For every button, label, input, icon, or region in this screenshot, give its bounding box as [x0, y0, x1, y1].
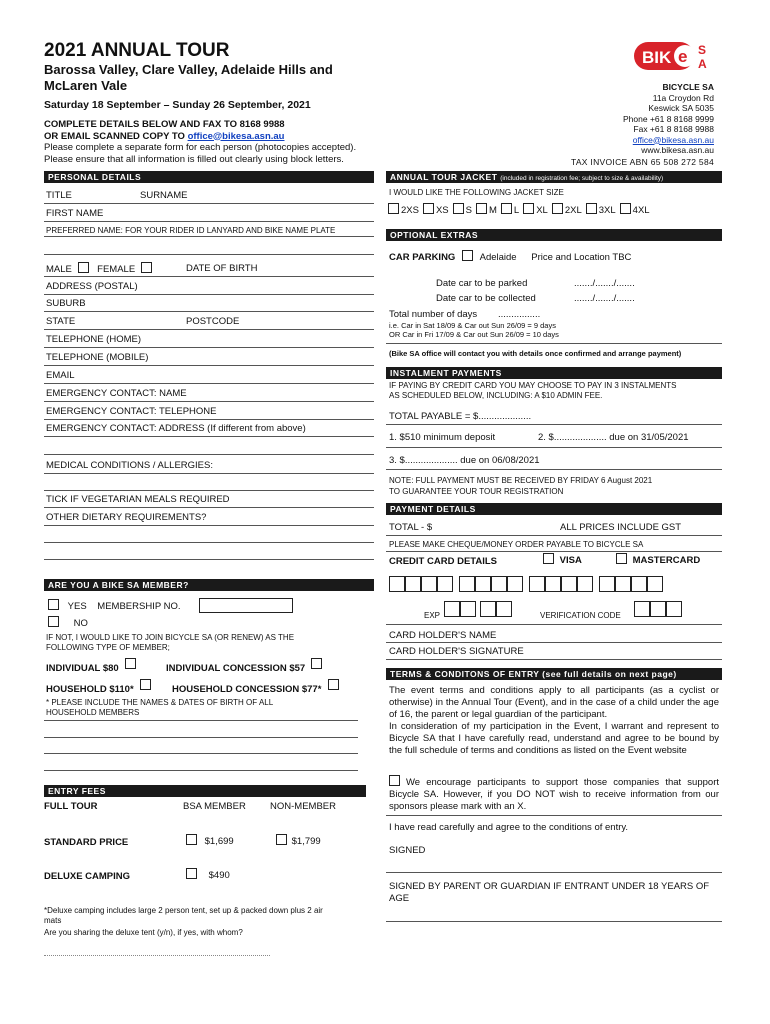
adelaide-label: Adelaide	[479, 252, 517, 263]
card-divider	[386, 624, 722, 625]
male-checkbox[interactable]	[78, 262, 89, 273]
jacket-size-checkbox[interactable]	[476, 203, 487, 214]
household-note-line2: HOUSEHOLD MEMBERS	[46, 708, 140, 717]
parking-example-line1: i.e. Car in Sat 18/09 & Car out Sun 26/09 = 9 days	[389, 321, 556, 330]
card-digit-box[interactable]	[437, 576, 453, 592]
jacket-size-label: S	[465, 205, 472, 216]
card-digit-box[interactable]	[561, 576, 577, 592]
parking-example	[389, 321, 559, 339]
mastercard-checkbox[interactable]	[616, 553, 627, 564]
non-member-header: NON-MEMBER	[270, 801, 336, 812]
jacket-size-label: L	[513, 205, 520, 216]
verification-input[interactable]	[634, 601, 682, 617]
dietary-field-1[interactable]	[44, 542, 374, 543]
tour-locations	[44, 62, 333, 94]
parked-label: Date car to be parked	[436, 278, 528, 289]
medical-field[interactable]	[44, 490, 374, 491]
preferred-name-divider	[44, 236, 374, 237]
mastercard-label: MASTERCARD	[632, 555, 701, 566]
page-title: 2021 ANNUAL TOUR	[44, 40, 230, 61]
member-yes-label: YES	[67, 601, 87, 612]
parent-signature-field[interactable]	[386, 921, 722, 922]
jacket-size-option	[423, 203, 449, 216]
jacket-size-checkbox[interactable]	[453, 203, 464, 214]
collected-date-field[interactable]: ......./......./.......	[574, 293, 635, 304]
emergency-name-field[interactable]	[44, 401, 374, 402]
visa-checkbox[interactable]	[543, 553, 554, 564]
join-instruction	[46, 633, 294, 653]
household-option	[46, 679, 151, 695]
household-note-line1: * PLEASE INCLUDE THE NAMES & DATES OF BIRTH OF ALL	[46, 698, 274, 707]
tel-home-label: TELEPHONE (HOME)	[46, 334, 142, 345]
car-parking-row	[389, 250, 631, 263]
deluxe-camping-label: DELUXE CAMPING	[44, 871, 131, 882]
deluxe-note-line1: *Deluxe camping includes large 2 person tent, set up & packed down plus 2 air	[44, 906, 323, 915]
jacket-size-option	[476, 203, 497, 216]
emergency-address-label: EMERGENCY CONTACT: ADDRESS (If different from above)	[46, 423, 306, 434]
terms-paragraph-2: In consideration of my participation in the Event, I warrant and represent to Bicycle SA that I have carefully read, understand and agree to be bound by the full schedule of terms and conditions as listed on the Event website	[389, 721, 719, 756]
org-email-link[interactable]: office@bikesa.asn.au	[632, 134, 714, 145]
household-label: HOUSEHOLD $110*	[46, 684, 134, 695]
standard-member-option	[186, 834, 234, 847]
bike-sa-logo	[634, 40, 714, 74]
instalment-info	[389, 381, 676, 401]
org-street: 11a Croydon Rd	[652, 92, 714, 103]
first-name-label: FIRST NAME	[46, 208, 104, 219]
suburb-field[interactable]	[44, 311, 374, 312]
logo-letter-e: e	[678, 47, 688, 66]
deluxe-note	[44, 906, 323, 926]
email-label: EMAIL	[46, 370, 75, 381]
card-digit-box[interactable]	[599, 576, 615, 592]
card-digit-box[interactable]	[507, 576, 523, 592]
instruction-block-letters: Please ensure that all information is filled out clearly using block letters.	[44, 153, 344, 165]
sponsors-opt-out-checkbox[interactable]	[389, 775, 400, 786]
deluxe-option	[186, 868, 230, 881]
jacket-size-checkbox[interactable]	[423, 203, 434, 214]
org-website[interactable]: www.bikesa.asn.au	[641, 145, 714, 155]
vegetarian-field[interactable]	[44, 507, 374, 508]
card-digit-box[interactable]	[459, 576, 475, 592]
household-concession-label: HOUSEHOLD CONCESSION $77*	[172, 684, 322, 695]
household-concession-option	[172, 679, 339, 695]
standard-non-member-price: $1,799	[291, 836, 321, 847]
jacket-size-label: XS	[435, 205, 449, 216]
card-digit-box[interactable]	[405, 576, 421, 592]
terms-paragraph-1: The event terms and conditions apply to all participants (as a cyclist or otherwise) in the Annual Tour (Event), and in the case of a child under the age of 16, the parent or legal guardian of the participant.	[389, 685, 719, 720]
household-field-4[interactable]	[44, 770, 358, 771]
jacket-size-option	[453, 203, 472, 216]
instalment-divider-2	[386, 447, 722, 448]
emergency-tel-label: EMERGENCY CONTACT: TELEPHONE	[46, 406, 217, 417]
card-holder-signature-label: CARD HOLDER'S SIGNATURE	[389, 646, 524, 657]
membership-no-input[interactable]	[199, 598, 293, 613]
sponsors-option	[389, 775, 719, 813]
tel-home-field[interactable]	[44, 347, 374, 348]
medical-label: MEDICAL CONDITIONS / ALLERGIES:	[46, 460, 213, 471]
jacket-size-checkbox[interactable]	[501, 203, 512, 214]
total-days-label: Total number of days	[389, 309, 478, 320]
instalment-note-line2: TO GUARANTEE YOUR TOUR REGISTRATION	[389, 487, 564, 496]
tax-invoice: TAX INVOICE ABN 65 508 272 584	[570, 157, 714, 167]
gender-row	[46, 262, 152, 275]
jacket-prompt: I WOULD LIKE THE FOLLOWING JACKET SIZE	[389, 188, 564, 197]
instalment-divider-3	[386, 469, 722, 470]
individual-checkbox[interactable]	[125, 658, 136, 669]
bsa-member-header: BSA MEMBER	[183, 801, 246, 812]
expiry-input[interactable]	[444, 601, 512, 617]
card-digit-box[interactable]	[529, 576, 545, 592]
parent-signature-label: SIGNED BY PARENT OR GUARDIAN IF ENTRANT UNDER 18 YEARS OF AGE	[389, 881, 710, 904]
jacket-size-option	[552, 203, 582, 216]
card-digit-box[interactable]	[389, 576, 405, 592]
standard-member-checkbox[interactable]	[186, 834, 197, 845]
instalment-3[interactable]: 3. $.................... due on 06/08/2021	[389, 455, 540, 466]
instalment-info-line1: IF PAYING BY CREDIT CARD YOU MAY CHOOSE TO PAY IN 3 INSTALMENTS	[389, 381, 677, 390]
tel-mobile-field[interactable]	[44, 365, 374, 366]
deluxe-share-field[interactable]	[44, 955, 270, 956]
org-name: BICYCLE SA	[662, 82, 714, 92]
payment-heading: PAYMENT DETAILS	[386, 503, 722, 515]
postcode-label: POSTCODE	[186, 316, 240, 327]
agree-statement: I have read carefully and agree to the conditions of entry.	[389, 822, 629, 833]
full-tour-label: FULL TOUR	[44, 801, 98, 812]
card-digit-box[interactable]	[421, 576, 437, 592]
sponsors-text: We encourage participants to support those companies that support Bicycle SA. However, if you DO NOT wish to receive information from our sponsors please mark with an X.	[389, 777, 719, 812]
member-no-row	[48, 616, 88, 629]
jacket-heading-note: (included in registration fee; subject to size & availability)	[500, 175, 664, 182]
household-field-2[interactable]	[44, 737, 358, 738]
expiry-digit-box[interactable]	[496, 601, 512, 617]
instalment-info-line2: AS SCHEDULED BELOW, INCLUDING: A $10 ADMIN FEE.	[389, 391, 603, 400]
personal-details-heading: PERSONAL DETAILS	[44, 171, 374, 183]
standard-non-member-checkbox[interactable]	[276, 834, 287, 845]
household-concession-checkbox[interactable]	[328, 679, 339, 690]
deluxe-price: $490	[208, 870, 230, 881]
jacket-size-label: 2XL	[564, 205, 582, 216]
address-label: ADDRESS (POSTAL)	[46, 281, 138, 292]
jacket-size-checkbox[interactable]	[552, 203, 563, 214]
instalment-note	[389, 475, 652, 497]
instalment-divider-1	[386, 424, 722, 425]
card-digit-box[interactable]	[491, 576, 507, 592]
member-no-label: NO	[73, 618, 88, 629]
instruction-email-prefix: OR EMAIL SCANNED COPY TO	[44, 130, 188, 142]
org-fax: Fax +61 8 8168 9988	[633, 124, 714, 134]
emergency-tel-field[interactable]	[44, 419, 374, 420]
jacket-heading-text: ANNUAL TOUR JACKET	[390, 172, 498, 182]
vegetarian-label: TICK IF VEGETARIAN MEALS REQUIRED	[46, 494, 230, 505]
jacket-size-option	[620, 203, 650, 216]
instruction-email-link[interactable]: office@bikesa.asn.au	[187, 130, 285, 142]
expiry-digit-box[interactable]	[460, 601, 476, 617]
preferred-name-label: PREFERRED NAME: FOR YOUR RIDER ID LANYARD AND BIKE NAME PLATE	[46, 226, 336, 235]
individual-label: INDIVIDUAL $80	[46, 663, 119, 674]
individual-option	[46, 658, 136, 674]
state-label: STATE	[46, 316, 76, 327]
tour-locations-line1: Barossa Valley, Clare Valley, Adelaide Hills and	[44, 62, 333, 77]
individual-concession-checkbox[interactable]	[311, 658, 322, 669]
card-digit-box[interactable]	[475, 576, 491, 592]
first-name-field[interactable]	[44, 221, 374, 222]
male-label: MALE	[46, 264, 72, 275]
dietary-label: OTHER DIETARY REQUIREMENTS?	[46, 512, 207, 523]
jacket-size-label: M	[489, 205, 497, 216]
jacket-size-label: 4XL	[632, 205, 650, 216]
car-parking-checkbox[interactable]	[462, 250, 473, 261]
member-no-checkbox[interactable]	[48, 616, 59, 627]
price-tbc-label: Price and Location TBC	[531, 252, 632, 263]
household-checkbox[interactable]	[140, 679, 151, 690]
exp-label: EXP	[424, 611, 441, 620]
deluxe-note-line2: mats	[44, 916, 62, 925]
tel-mobile-label: TELEPHONE (MOBILE)	[46, 352, 149, 363]
jacket-size-checkbox[interactable]	[388, 203, 399, 214]
cc-details-label: CREDIT CARD DETAILS	[389, 556, 498, 567]
card-digit-box[interactable]	[615, 576, 631, 592]
logo-letter-a: A	[698, 57, 707, 71]
surname-label: SURNAME	[140, 190, 188, 201]
instalment-2[interactable]: 2. $.................... due on 31/05/2021	[538, 432, 689, 443]
terms-text	[389, 685, 719, 757]
individual-concession-label: INDIVIDUAL CONCESSION $57	[166, 663, 306, 674]
jacket-size-checkbox[interactable]	[523, 203, 534, 214]
standard-member-price: $1,699	[204, 836, 234, 847]
org-address	[623, 82, 714, 156]
parking-example-line2: OR Car in Fri 17/09 & Car out Sun 26/09 = 10 days	[389, 330, 559, 339]
jacket-size-label: 3XL	[598, 205, 616, 216]
mastercard-option	[616, 553, 700, 566]
card-digit-box[interactable]	[577, 576, 593, 592]
signature-field[interactable]	[386, 872, 722, 873]
verification-digit-box[interactable]	[634, 601, 650, 617]
join-instruction-line1: IF NOT, I WOULD LIKE TO JOIN BICYCLE SA (OR RENEW) AS THE	[46, 633, 295, 642]
payment-total-label: TOTAL - $	[389, 522, 433, 533]
emergency-address-field[interactable]	[44, 454, 374, 455]
dietary-field-2[interactable]	[44, 559, 374, 560]
state-postcode-field[interactable]	[44, 329, 374, 330]
car-parking-label: CAR PARKING	[389, 252, 456, 263]
dob-label: DATE OF BIRTH	[186, 263, 258, 274]
card-digit-box[interactable]	[647, 576, 663, 592]
dietary-divider	[44, 525, 374, 526]
payment-total-field[interactable]	[386, 535, 722, 536]
member-yes-checkbox[interactable]	[48, 599, 59, 610]
jacket-size-label: XL	[536, 205, 548, 216]
address-field[interactable]	[44, 294, 374, 295]
dob-field[interactable]	[44, 276, 374, 277]
card-holder-signature-field[interactable]	[386, 659, 722, 660]
entry-fees-heading: ENTRY FEES	[44, 785, 366, 797]
household-note	[46, 698, 273, 718]
jacket-size-option	[501, 203, 519, 216]
card-digit-box[interactable]	[631, 576, 647, 592]
visa-label: VISA	[559, 555, 582, 566]
expiry-digit-box[interactable]	[444, 601, 460, 617]
female-label: FEMALE	[97, 264, 136, 275]
deluxe-share-label: Are you sharing the deluxe tent (y/n), if yes, with whom?	[44, 928, 243, 937]
medical-divider	[44, 473, 374, 474]
instructions	[44, 119, 356, 165]
card-number-input[interactable]	[389, 576, 663, 592]
suburb-label: SUBURB	[46, 298, 86, 309]
jacket-size-option	[523, 203, 548, 216]
household-field-3[interactable]	[44, 753, 358, 754]
instalment-total[interactable]: TOTAL PAYABLE = $....................	[389, 411, 532, 422]
visa-option	[543, 553, 582, 566]
logo-letter-s: S	[698, 43, 707, 57]
member-yes-row	[48, 599, 181, 612]
membership-no-label: MEMBERSHIP NO.	[97, 601, 181, 612]
extras-divider	[386, 343, 722, 344]
collected-label: Date car to be collected	[436, 293, 536, 304]
jacket-size-checkbox[interactable]	[620, 203, 631, 214]
household-field-1[interactable]	[44, 720, 358, 721]
tour-locations-line2: McLaren Vale	[44, 78, 128, 93]
verification-digit-box[interactable]	[650, 601, 666, 617]
cheque-instruction: PLEASE MAKE CHEQUE/MONEY ORDER PAYABLE TO BICYCLE SA	[389, 540, 644, 549]
gst-note: ALL PRICES INCLUDE GST	[560, 522, 682, 533]
join-instruction-line2: FOLLOWING TYPE OF MEMBER;	[46, 643, 170, 652]
org-suburb: Keswick SA 5035	[648, 103, 714, 113]
card-holder-name-field[interactable]	[386, 642, 722, 643]
terms-divider	[386, 815, 722, 816]
preferred-name-field[interactable]	[44, 254, 374, 255]
card-holder-name-label: CARD HOLDER'S NAME	[389, 630, 497, 641]
cheque-divider	[386, 551, 722, 552]
total-days-field[interactable]: ................	[498, 309, 541, 320]
title-label: TITLE	[46, 190, 72, 201]
instalment-heading: INSTALMENT PAYMENTS	[386, 367, 722, 379]
instalment-1: 1. $510 minimum deposit	[389, 432, 496, 443]
expiry-digit-box[interactable]	[480, 601, 496, 617]
title-surname-field[interactable]	[44, 203, 374, 204]
jacket-size-option	[388, 203, 419, 216]
card-digit-box[interactable]	[545, 576, 561, 592]
optional-extras-heading: OPTIONAL EXTRAS	[386, 229, 722, 241]
instruction-fax: COMPLETE DETAILS BELOW AND FAX TO 8168 9988	[44, 119, 285, 130]
emergency-name-label: EMERGENCY CONTACT: NAME	[46, 388, 187, 399]
standard-price-label: STANDARD PRICE	[44, 837, 129, 848]
emergency-address-divider	[44, 436, 374, 437]
jacket-heading	[386, 171, 722, 183]
terms-heading: TERMS & CONDITONS OF ENTRY (see full details on next page)	[386, 668, 722, 680]
verification-digit-box[interactable]	[666, 601, 682, 617]
instalment-note-line1: NOTE: FULL PAYMENT MUST BE RECEIVED BY FRIDAY 6 August 2021	[389, 476, 653, 485]
tour-dates: Saturday 18 September – Sunday 26 September, 2021	[44, 99, 311, 111]
female-checkbox[interactable]	[141, 262, 152, 273]
member-heading: ARE YOU A BIKE SA MEMBER?	[44, 579, 374, 591]
bike-sa-contact-note: (Bike SA office will contact you with details once confirmed and arrange payment)	[389, 349, 682, 358]
jacket-size-label: 2XS	[401, 205, 419, 216]
standard-non-member-option	[276, 834, 321, 847]
jacket-size-options	[388, 203, 654, 216]
logo-text: BIK	[642, 48, 672, 67]
parked-date-field[interactable]: ......./......./.......	[574, 278, 635, 289]
deluxe-checkbox[interactable]	[186, 868, 197, 879]
jacket-size-checkbox[interactable]	[586, 203, 597, 214]
signed-label: SIGNED	[389, 845, 426, 856]
verification-label: VERIFICATION CODE	[540, 611, 621, 620]
email-field[interactable]	[44, 383, 374, 384]
instruction-separate-form: Please complete a separate form for each person (photocopies accepted).	[44, 142, 357, 153]
org-phone: Phone +61 8 8168 9999	[623, 113, 714, 124]
individual-concession-option	[166, 658, 322, 674]
jacket-size-option	[586, 203, 616, 216]
